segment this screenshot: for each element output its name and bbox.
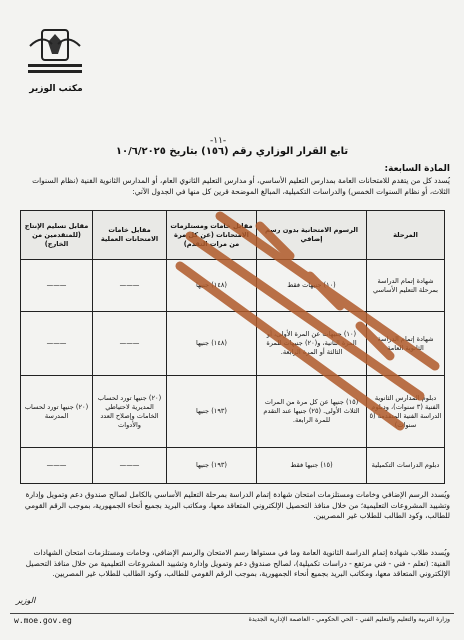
- cell-stage: شهادة إتمام الدراسة بمرحلة التعليم الأساسي: [367, 260, 445, 312]
- table-row: [21, 448, 445, 484]
- cell-delivery: [21, 448, 93, 484]
- empty-dash: ———: [119, 461, 140, 469]
- cell-practical: [93, 260, 167, 312]
- cell-stage: دبلوم الدراسات التكميلية: [367, 448, 445, 484]
- table-row: [21, 260, 445, 312]
- empty-dash: ———: [46, 339, 67, 347]
- empty-dash: ———: [119, 281, 140, 289]
- office-title: مكتب الوزير: [29, 84, 83, 94]
- cell-materials: (١٤٨) جنيها: [167, 312, 257, 376]
- empty-dash: ———: [46, 281, 67, 289]
- cell-delivery: (٢٠) جنيها تورد لحساب المدرسة: [21, 376, 93, 448]
- footer-url: w.moe.gov.eg: [14, 616, 72, 625]
- cell-fee: (١٥) جنيها عن كل مرة من المرات الثلاث الأولى. (٢٥) جنيها عند التقدم للمرة الرابعة.: [257, 376, 367, 448]
- intro-text: يُسدد كل من يتقدم للامتحانات العامة بمدارس التعليم الأساسي، أو مدارس التعليم الثانوي العام، أو المدارس الثانوية الفنية (نظام السنوات الثلاث، أو نظام السنوات الخمس) والدراسات التكميلية، المبالغ الموضحة قرين كل منها في الجدول الآتي:: [32, 176, 450, 196]
- table-header-row: [21, 211, 445, 260]
- cell-practical: [93, 312, 167, 376]
- header-delivery: مقابل تسليم الإنتاج (للمتقدمين من الخارج): [21, 211, 93, 260]
- empty-dash: ———: [119, 339, 140, 347]
- table-row: [21, 376, 445, 448]
- paragraph-fees-basic: ويُسدد الرسم الإضافي وخامات ومستلزمات امتحان شهادة إتمام الدراسة بمرحلة التعليم الأساسي بالكامل لصالح صندوق دعم وتمويل وإدارة وتشييد المشروعات التعليمية؛ من خلال منافذ التحصيل الإلكتروني المتعاقد معها، ومكاتب البريد بجميع أنحاء الجمهورية، بموجب الرقم القومي للطالب، وكود الطالب للطلاب غير المصريين.: [24, 490, 450, 520]
- cell-materials: (١٤٨) جنيها: [167, 260, 257, 312]
- footer-divider: [10, 613, 454, 614]
- empty-dash: ———: [46, 461, 67, 469]
- footer-ministry: وزارة التربية والتعليم والتعليم الفني - الحي الحكومي - العاصمة الإدارية الجديدة: [248, 616, 450, 623]
- cell-practical: [93, 448, 167, 484]
- page-number: -١١-: [210, 136, 227, 146]
- cell-fee: (١٠) جنيهات عن المرة الأولى، أو المرة الثانية، و(٢٠) جنيهات للمرة الثالثة أو المرة الرابعة.: [257, 312, 367, 376]
- header-stage: المرحلة: [367, 211, 445, 260]
- cell-practical: (٢٠) جنيها تورد لحساب المديرية لاحتياطي الخامات وإصلاح العدد والأدوات: [93, 376, 167, 448]
- cell-delivery: [21, 312, 93, 376]
- cell-delivery: [21, 260, 93, 312]
- header-materials: مقابل خامات ومستلزمات الامتحانات (عن كل مرة من مرات التقدم): [167, 211, 257, 260]
- article-title: المادة السابعة:: [384, 164, 450, 174]
- table-row: [21, 312, 445, 376]
- cell-fee: (١٥) جنيها فقط: [257, 448, 367, 484]
- decision-line: تابع القرار الوزاري رقم (١٥٦) بتاريخ ١٠/٦/٢٠٢٥: [115, 146, 349, 157]
- paragraph-fees-secondary: ويُسدد طلاب شهادة إتمام الدراسة الثانوية العامة وما في مستواها رسم الامتحان والرسم الإضافي، وخامات ومستلزمات امتحان الشهادات الفنية: (تعلم - فني - فني مرتفع - دراسات تكميلية)، لصالح صندوق دعم وتمويل وإدارة وتشييد المشروعات التعليمية من خلال منافذ التحصيل الإلكتروني المتعاقد معها، ومكاتب البريد بجميع أنحاء الجمهورية، بموجب الرقم القومي للطالب، وكود الطالب للطلاب غير المصريين.: [25, 548, 450, 578]
- eagle-emblem-icon: [22, 26, 88, 78]
- header-practical: مقابل خامات الامتحانات العملية: [93, 211, 167, 260]
- header-fee: الرسوم الامتحانية بدون رسم إضافي: [257, 211, 367, 260]
- cell-materials: (١٩٣) جنيها: [167, 448, 257, 484]
- cell-stage: دبلوم المدارس الثانوية الفنية (٣ سنوات)، ودبلوم الدراسة الفنية المتقدمة (٥ سنوات): [367, 376, 445, 448]
- signature: الوزير: [16, 596, 36, 605]
- cell-stage: شهادة إتمام الدراسة الثانوية العامة: [367, 312, 445, 376]
- cell-fee: (١٠) جنيهات فقط: [257, 260, 367, 312]
- fees-table: [20, 210, 445, 484]
- cell-materials: (١٩٣) جنيها: [167, 376, 257, 448]
